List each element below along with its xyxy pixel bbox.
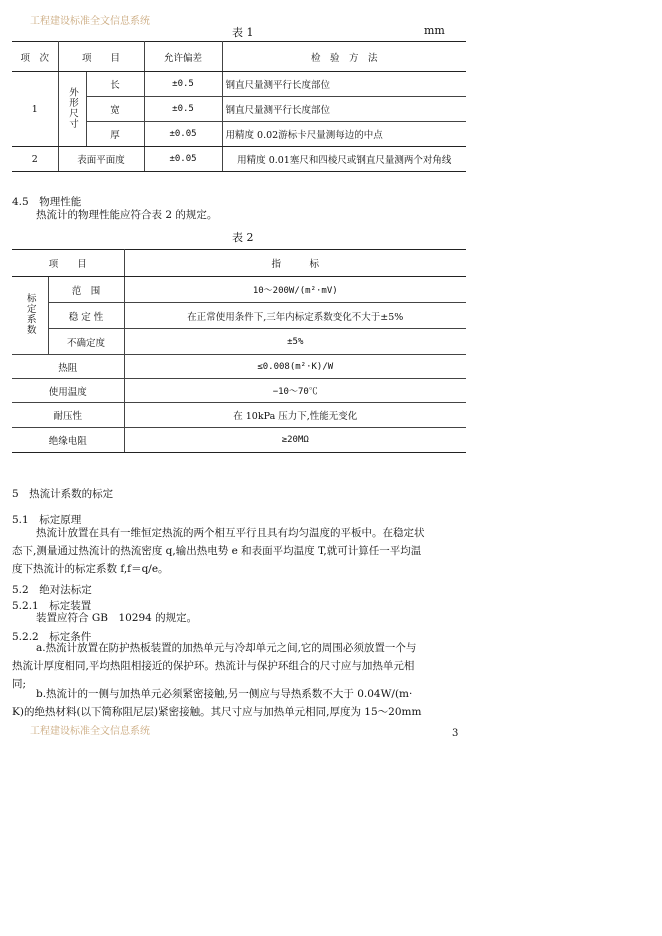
- table2-item-insulation: 绝缘电阻: [12, 428, 124, 453]
- table1-header-tolerance: 允许偏差: [144, 42, 222, 72]
- table1-row2-tolerance: ±0.05: [144, 147, 222, 172]
- table-row: [12, 428, 466, 453]
- table2-value-stability: 在正常使用条件下,三年内标定系数变化不大于±5%: [124, 303, 466, 329]
- paragraph-5-1-line1: 热流计放置在具有一维恒定热流的两个相互平行且具有均匀温度的平板中。在稳定状: [36, 527, 425, 539]
- table-row: [12, 379, 466, 403]
- section-5-2-heading: 5.2 绝对法标定: [12, 584, 92, 596]
- table2-value-uncertainty: ±5%: [124, 329, 466, 355]
- table1-tol-length: ±0.5: [144, 72, 222, 97]
- table1-unit: mm: [424, 24, 445, 37]
- table2-sub-range: 范 围: [48, 277, 124, 303]
- table1-tol-thickness: ±0.05: [144, 122, 222, 147]
- table2-value-temperature: −10～70℃: [124, 379, 466, 403]
- table-row: [12, 403, 466, 428]
- table1-method-width: 钢直尺量测平行长度部位: [222, 97, 466, 122]
- section-5-2-2-heading: 5.2.2 标定条件: [12, 631, 92, 643]
- table1-row2-no: 2: [12, 147, 58, 172]
- table2-group-cell: [12, 277, 48, 355]
- table-row: [12, 147, 466, 172]
- table-row: [12, 355, 466, 379]
- table-row: [12, 303, 466, 329]
- table2-sub-uncertainty: 不确定度: [48, 329, 124, 355]
- table1-header-row: [12, 42, 466, 72]
- table2-header-index: 指 标: [124, 250, 466, 277]
- section-4-5-heading: 4.5 物理性能: [12, 196, 82, 208]
- table1-group-label: 外形尺寸: [67, 86, 78, 129]
- paragraph-a-line1: a.热流计放置在防护热板装置的加热单元与冷却单元之间,它的周围必须放置一个与: [36, 642, 417, 654]
- table2-sub-stability: 稳 定 性: [48, 303, 124, 329]
- table1-title: 表 1: [232, 26, 254, 39]
- table-row: [12, 72, 466, 97]
- table1-sub-thickness: 厚: [86, 122, 144, 147]
- section-4-5-text: 热流计的物理性能应符合表 2 的规定。: [36, 209, 218, 221]
- paragraph-b-line1: b.热流计的一侧与加热单元必须紧密接触,另一侧应与导热系数不大于 0.04W/(m·: [36, 688, 413, 700]
- watermark-top: 工程建设标准全文信息系统: [30, 16, 150, 27]
- paragraph-a-line3: 同;: [12, 678, 27, 690]
- table2-item-pressure: 耐压性: [12, 403, 124, 428]
- table1-tol-width: ±0.5: [144, 97, 222, 122]
- paragraph-b-line2: K)的绝热材料(以下简称阻尼层)紧密接触。其尺寸应与加热单元相同,厚度为 15～20mm: [12, 706, 422, 718]
- table1-group-cell: [58, 72, 86, 147]
- table-row: [12, 329, 466, 355]
- table-2: [12, 249, 466, 453]
- table1-sub-width: 宽: [86, 97, 144, 122]
- watermark-bottom: 工程建设标准全文信息系统: [30, 726, 150, 737]
- table-1: [12, 41, 466, 172]
- section-5-heading: 5 热流计系数的标定: [12, 488, 114, 500]
- table2-value-pressure: 在 10kPa 压力下,性能无变化: [124, 403, 466, 428]
- table2-item-temperature: 使用温度: [12, 379, 124, 403]
- table1-method-thickness: 用精度 0.02游标卡尺量测每边的中点: [222, 122, 466, 147]
- table2-item-thermal-resistance: 热阻: [12, 355, 124, 379]
- table2-value-insulation: ≥20MΩ: [124, 428, 466, 453]
- table1-method-length: 钢直尺量测平行长度部位: [222, 72, 466, 97]
- paragraph-5-2-1: 装置应符合 GB 10294 的规定。: [36, 612, 198, 624]
- table1-row2-item: 表面平面度: [58, 147, 144, 172]
- table1-row2-method: 用精度 0.01塞尺和四棱尺或钢直尺量测两个对角线: [222, 147, 466, 172]
- table1-row1-no: 1: [12, 72, 58, 147]
- section-5-1-heading: 5.1 标定原理: [12, 514, 82, 526]
- table2-group-label: 标定系数: [24, 293, 36, 335]
- page-number: 3: [452, 728, 459, 739]
- table1-header-item: 项 目: [58, 42, 144, 72]
- paragraph-a-line2: 热流计厚度相同,平均热阻相接近的保护环。热流计与保护环组合的尺寸应与加热单元相: [12, 660, 415, 672]
- table1-sub-length: 长: [86, 72, 144, 97]
- table-row: [12, 277, 466, 303]
- table2-header-row: [12, 250, 466, 277]
- table2-header-item: 项 目: [12, 250, 124, 277]
- table2-value-range: 10～200W/(m²·mV): [124, 277, 466, 303]
- table2-title: 表 2: [232, 231, 254, 244]
- paragraph-5-1-line2: 态下,测量通过热流计的热流密度 q,输出热电势 e 和表面平均温度 T,就可计算任一平均温: [12, 545, 422, 557]
- table1-header-no: 项 次: [12, 42, 58, 72]
- table1-header-method: 检 验 方 法: [222, 42, 466, 72]
- paragraph-5-1-line3: 度下热流计的标定系数 f,f＝q/e。: [12, 563, 169, 575]
- table2-value-thermal-resistance: ≤0.008(m²·K)/W: [124, 355, 466, 379]
- section-5-2-1-heading: 5.2.1 标定装置: [12, 600, 92, 612]
